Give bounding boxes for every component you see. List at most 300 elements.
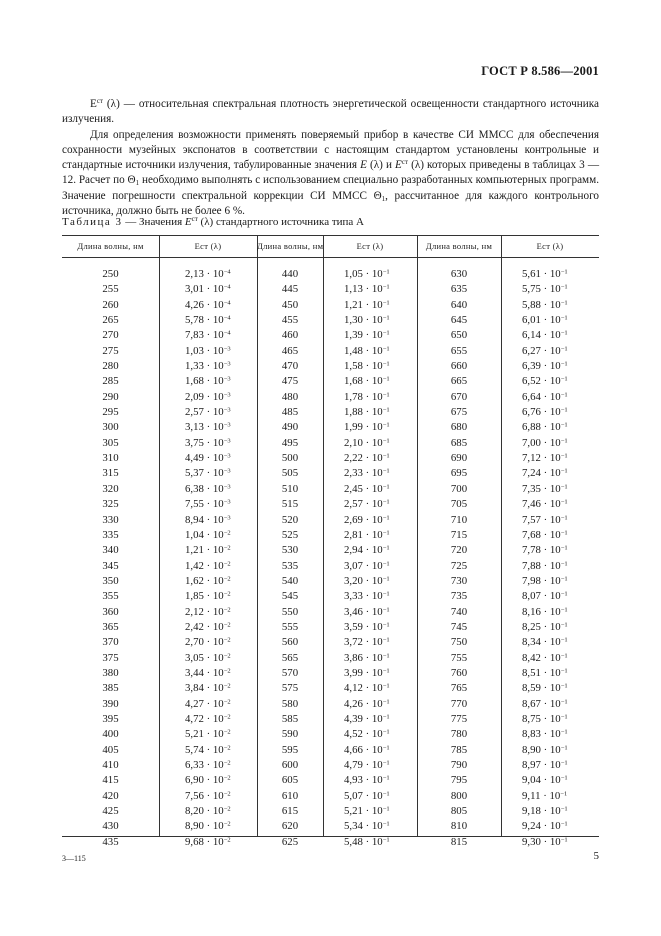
spectral-value-cell (185, 773, 261, 788)
value-times-ten: · 10 (203, 283, 224, 296)
page-number: 5 (593, 850, 599, 862)
value-mantissa: 8,20 (185, 805, 204, 818)
value-times-ten: · 10 (540, 805, 561, 818)
spectral-value-cell (522, 313, 598, 328)
spectral-value-cell (344, 635, 416, 650)
spectral-value-cell (344, 835, 416, 850)
value-exponent: −3 (223, 360, 231, 368)
wavelength-cell: 505 (281, 467, 299, 480)
value-mantissa: 9,04 (522, 774, 541, 787)
wavelength-cell: 775 (450, 712, 468, 725)
value-times-ten: · 10 (540, 559, 561, 572)
spectral-value-cell (185, 605, 261, 620)
wavelength-cell: 550 (281, 605, 299, 618)
value-times-ten: · 10 (362, 805, 383, 818)
value-times-ten: · 10 (540, 482, 561, 495)
value-mantissa: 9,11 (522, 789, 541, 802)
value-exponent: −1 (382, 560, 390, 568)
spectral-value-cell (522, 620, 598, 635)
value-mantissa: 6,64 (522, 390, 541, 403)
value-exponent: −1 (560, 314, 568, 322)
wavelength-cell: 445 (281, 283, 299, 296)
value-mantissa: 4,12 (344, 682, 363, 695)
value-times-ten: · 10 (203, 329, 224, 342)
value-mantissa: 5,88 (522, 298, 541, 311)
wavelength-cell: 720 (450, 544, 468, 557)
spectral-value-cell (185, 390, 261, 405)
wavelength-column (62, 267, 159, 850)
spectral-value-cell (185, 420, 261, 435)
value-exponent: −3 (223, 391, 231, 399)
wavelength-cell: 700 (450, 482, 468, 495)
value-times-ten: · 10 (203, 314, 224, 327)
spectral-value-cell (185, 451, 261, 466)
value-exponent: −1 (382, 498, 390, 506)
value-times-ten: · 10 (540, 513, 561, 526)
value-exponent: −1 (560, 590, 568, 598)
value-times-ten: · 10 (203, 620, 224, 633)
value-mantissa: 2,57 (344, 498, 363, 511)
value-times-ten: · 10 (362, 375, 383, 388)
wavelength-cell: 655 (450, 344, 468, 357)
value-times-ten: · 10 (203, 651, 224, 664)
wavelength-cell: 300 (102, 421, 119, 434)
spectral-value-column (185, 267, 261, 850)
spectral-value-cell (522, 712, 598, 727)
value-mantissa: 3,13 (185, 421, 204, 434)
wavelength-cell: 455 (281, 314, 299, 327)
value-exponent: −2 (223, 728, 231, 736)
p2-part3: необходимо выполнять с использованием специально разработанных компьютерных программ. Значение погрешности спектральной коррекции СИ ММСС Θ (62, 174, 599, 202)
value-exponent: −3 (223, 375, 231, 383)
spectral-value-cell (344, 712, 416, 727)
spectral-value-cell (344, 681, 416, 696)
value-mantissa: 7,12 (522, 452, 541, 465)
value-mantissa: 3,44 (185, 666, 204, 679)
wavelength-cell: 340 (102, 544, 119, 557)
wavelength-cell: 380 (102, 666, 119, 679)
value-mantissa: 6,33 (185, 759, 204, 771)
wavelength-cell: 745 (450, 620, 468, 633)
value-mantissa: 9,30 (522, 835, 541, 848)
spectral-value-cell (522, 697, 598, 712)
wavelength-cell: 630 (450, 268, 468, 280)
value-times-ten: · 10 (203, 636, 224, 649)
value-times-ten: · 10 (203, 452, 224, 465)
value-exponent: −2 (223, 682, 231, 690)
value-times-ten: · 10 (362, 344, 383, 357)
value-mantissa: 1,04 (185, 528, 204, 541)
value-mantissa: 4,66 (344, 743, 363, 756)
wavelength-cell: 325 (102, 498, 119, 511)
value-exponent: −4 (223, 329, 231, 337)
value-mantissa: 3,86 (344, 651, 363, 664)
value-mantissa: 3,05 (185, 651, 204, 664)
value-exponent: −1 (382, 360, 390, 368)
value-exponent: −1 (382, 467, 390, 475)
value-mantissa: 8,97 (522, 759, 541, 771)
value-times-ten: · 10 (203, 590, 224, 603)
wavelength-cell: 290 (102, 390, 119, 403)
table-header-divider (62, 257, 599, 258)
value-mantissa: 8,94 (185, 513, 204, 526)
wavelength-cell: 425 (102, 805, 119, 818)
value-exponent: −1 (560, 790, 568, 798)
value-times-ten: · 10 (362, 651, 383, 664)
wavelength-cell: 480 (281, 390, 299, 403)
value-mantissa: 2,69 (344, 513, 363, 526)
spectral-value-cell (522, 651, 598, 666)
wavelength-cell: 370 (102, 636, 119, 649)
spectral-value-cell (185, 758, 261, 773)
wavelength-cell: 475 (281, 375, 299, 388)
value-times-ten: · 10 (203, 544, 224, 557)
wavelength-cell: 555 (281, 620, 299, 633)
spectral-value-cell (344, 466, 416, 481)
wavelength-cell: 805 (450, 805, 468, 818)
value-exponent: −1 (560, 682, 568, 690)
wavelength-cell: 685 (450, 436, 468, 449)
value-mantissa: 2,12 (185, 605, 204, 618)
wavelength-cell: 750 (450, 636, 468, 649)
value-exponent: −1 (560, 636, 568, 644)
wavelength-cell: 560 (281, 636, 299, 649)
value-exponent: −1 (560, 529, 568, 537)
value-times-ten: · 10 (362, 605, 383, 618)
spectral-value-cell (522, 482, 598, 497)
spectral-value-cell (522, 758, 598, 773)
value-mantissa: 4,27 (185, 697, 204, 710)
value-mantissa: 8,34 (522, 636, 541, 649)
value-times-ten: · 10 (362, 314, 383, 327)
wavelength-cell: 315 (102, 467, 119, 480)
value-exponent: −2 (223, 560, 231, 568)
value-mantissa: 7,55 (185, 498, 204, 511)
spectral-value-cell (522, 574, 598, 589)
value-exponent: −1 (560, 774, 568, 782)
value-exponent: −1 (382, 774, 390, 782)
spectral-value-cell (522, 681, 598, 696)
wavelength-cell: 570 (281, 666, 299, 679)
value-exponent: −1 (382, 698, 390, 706)
wavelength-cell: 690 (450, 452, 468, 465)
value-mantissa: 4,79 (344, 759, 363, 771)
value-exponent: −1 (560, 544, 568, 552)
spectral-value-cell (344, 420, 416, 435)
value-mantissa: 6,76 (522, 406, 541, 419)
value-mantissa: 3,33 (344, 590, 363, 603)
spectral-value-cell (522, 666, 598, 681)
spectral-value-cell (344, 390, 416, 405)
wavelength-cell: 465 (281, 344, 299, 357)
value-mantissa: 1,03 (185, 344, 204, 357)
value-times-ten: · 10 (203, 390, 224, 403)
value-exponent: −1 (382, 391, 390, 399)
value-times-ten: · 10 (203, 375, 224, 388)
wavelength-cell: 730 (450, 574, 468, 587)
value-exponent: −1 (382, 606, 390, 614)
value-times-ten: · 10 (540, 712, 561, 725)
value-mantissa: 7,88 (522, 559, 541, 572)
spectral-value-cell (185, 819, 261, 834)
value-exponent: −1 (560, 498, 568, 506)
value-exponent: −1 (560, 467, 568, 475)
value-times-ten: · 10 (362, 360, 383, 373)
spectral-value-cell (185, 313, 261, 328)
value-times-ten: · 10 (362, 574, 383, 587)
value-exponent: −1 (382, 820, 390, 828)
value-times-ten: · 10 (203, 421, 224, 434)
spectral-value-cell (344, 574, 416, 589)
value-times-ten: · 10 (203, 682, 224, 695)
wavelength-cell: 470 (281, 360, 299, 373)
wavelength-cell: 310 (102, 452, 119, 465)
value-times-ten: · 10 (362, 436, 383, 449)
spectral-value-cell (522, 390, 598, 405)
p2-part1: Для определения возможности применять поверяемый прибор в качестве СИ ММСС для обеспечения сохранности музейных экспонатов в соответствии с настоящим стандартом установлены контрольные и стандартные источники излучения, табулированные значения (62, 128, 599, 172)
spectral-value-cell (344, 497, 416, 512)
value-exponent: −1 (382, 805, 390, 813)
wavelength-cell: 390 (102, 697, 119, 710)
value-times-ten: · 10 (540, 820, 561, 833)
value-mantissa: 4,72 (185, 712, 204, 725)
value-mantissa: 4,93 (344, 774, 363, 787)
wavelength-cell: 365 (102, 620, 119, 633)
value-exponent: −2 (223, 636, 231, 644)
value-mantissa: 3,84 (185, 682, 204, 695)
wavelength-cell: 415 (102, 774, 119, 787)
spectral-value-cell (185, 789, 261, 804)
wavelength-cell: 305 (102, 436, 119, 449)
value-mantissa: 6,39 (522, 360, 541, 373)
wavelength-cell: 410 (102, 759, 119, 771)
spectral-value-cell (185, 727, 261, 742)
spectral-value-cell (344, 359, 416, 374)
value-exponent: −2 (223, 667, 231, 675)
value-mantissa: 1,85 (185, 590, 204, 603)
value-mantissa: 9,24 (522, 820, 541, 833)
value-times-ten: · 10 (362, 636, 383, 649)
spectral-value-cell (522, 298, 598, 313)
value-times-ten: · 10 (540, 590, 561, 603)
value-times-ten: · 10 (540, 636, 561, 649)
value-times-ten: · 10 (362, 620, 383, 633)
p2-theta-sub1: 1 (135, 179, 140, 188)
value-mantissa: 5,21 (344, 805, 363, 818)
value-mantissa: 3,75 (185, 436, 204, 449)
wavelength-cell: 705 (450, 498, 468, 511)
wavelength-column (417, 267, 501, 850)
value-exponent: −2 (223, 575, 231, 583)
spectral-value-cell (522, 328, 598, 343)
spectral-value-cell (522, 420, 598, 435)
value-mantissa: 8,67 (522, 697, 541, 710)
spectral-value-cell (185, 559, 261, 574)
value-mantissa: 1,05 (344, 268, 363, 280)
value-exponent: −1 (382, 514, 390, 521)
value-mantissa: 1,13 (344, 283, 363, 296)
spectral-value-cell (185, 513, 261, 528)
value-mantissa: 6,14 (522, 329, 541, 342)
value-exponent: −1 (382, 421, 390, 429)
value-times-ten: · 10 (203, 467, 224, 480)
wavelength-cell: 385 (102, 682, 119, 695)
value-exponent: −3 (223, 467, 231, 475)
wavelength-cell: 355 (102, 590, 119, 603)
footer-print-code: 3—115 (62, 854, 86, 863)
value-exponent: −1 (560, 283, 568, 291)
value-mantissa: 2,70 (185, 636, 204, 649)
wavelength-cell: 345 (102, 559, 119, 572)
value-times-ten: · 10 (203, 789, 224, 802)
wavelength-cell: 515 (281, 498, 299, 511)
value-times-ten: · 10 (203, 298, 224, 311)
value-times-ten: · 10 (540, 314, 561, 327)
wavelength-cell: 695 (450, 467, 468, 480)
value-exponent: −2 (223, 606, 231, 614)
spectral-value-cell (344, 405, 416, 420)
wavelength-cell: 525 (281, 528, 299, 541)
value-exponent: −1 (382, 437, 390, 445)
spectral-value-cell (344, 697, 416, 712)
value-times-ten: · 10 (203, 728, 224, 741)
wavelength-cell: 670 (450, 390, 468, 403)
p2-est-sup: ст (401, 158, 409, 167)
value-times-ten: · 10 (540, 574, 561, 587)
value-mantissa: 8,51 (522, 666, 541, 679)
spectral-value-cell (344, 743, 416, 758)
spectral-value-cell (522, 344, 598, 359)
value-times-ten: · 10 (203, 605, 224, 618)
wavelength-cell: 795 (450, 774, 468, 787)
column-divider (159, 236, 160, 836)
value-exponent: −1 (382, 652, 390, 660)
wavelength-cell: 575 (281, 682, 299, 695)
value-mantissa: 6,88 (522, 421, 541, 434)
value-times-ten: · 10 (540, 498, 561, 511)
value-exponent: −1 (560, 759, 568, 767)
wavelength-cell: 395 (102, 712, 119, 725)
value-times-ten: · 10 (362, 789, 383, 802)
value-mantissa: 7,35 (522, 482, 541, 495)
value-mantissa: 2,45 (344, 482, 363, 495)
value-exponent: −1 (382, 544, 390, 552)
value-exponent: −4 (223, 314, 231, 322)
spectral-value-cell (344, 436, 416, 451)
spectral-value-cell (344, 758, 416, 773)
wavelength-cell: 740 (450, 605, 468, 618)
value-mantissa: 1,30 (344, 314, 363, 327)
wavelength-cell: 590 (281, 728, 299, 741)
wavelength-cell: 460 (281, 329, 299, 342)
value-exponent: −1 (560, 483, 568, 491)
spectral-value-cell (185, 528, 261, 543)
value-times-ten: · 10 (540, 528, 561, 541)
value-times-ten: · 10 (540, 344, 561, 357)
wavelength-cell: 620 (281, 820, 299, 833)
header-wavelength: Длина волны, нм (425, 241, 493, 251)
wavelength-cell: 615 (281, 805, 299, 818)
header-wavelength: Длина волны, нм (77, 241, 144, 251)
value-mantissa: 5,48 (344, 835, 363, 848)
spectral-value-cell (185, 267, 261, 282)
spectral-value-cell (185, 497, 261, 512)
value-exponent: −1 (560, 345, 568, 353)
value-times-ten: · 10 (203, 482, 224, 495)
value-exponent: −2 (223, 759, 231, 767)
symbol-e: E (90, 98, 97, 110)
wavelength-column (257, 267, 323, 850)
value-times-ten: · 10 (362, 467, 383, 480)
body-text (62, 97, 599, 219)
p2-est-symbol: E (395, 159, 402, 172)
value-exponent: −1 (382, 713, 390, 721)
column-divider (323, 236, 324, 836)
value-exponent: −1 (560, 606, 568, 614)
wavelength-cell: 285 (102, 375, 119, 388)
value-exponent: −1 (382, 636, 390, 644)
value-exponent: −2 (223, 713, 231, 721)
value-exponent: −1 (382, 268, 390, 276)
value-exponent: −1 (382, 345, 390, 353)
spectral-value-cell (344, 298, 416, 313)
value-times-ten: · 10 (540, 835, 561, 848)
value-exponent: −4 (223, 299, 231, 307)
wavelength-cell: 815 (450, 835, 468, 848)
spectral-value-cell (344, 267, 416, 282)
value-exponent: −1 (560, 360, 568, 368)
caption-symbol-sup: ст (191, 215, 198, 223)
value-mantissa: 2,81 (344, 528, 363, 541)
value-mantissa: 1,99 (344, 421, 363, 434)
value-times-ten: · 10 (362, 697, 383, 710)
value-mantissa: 6,27 (522, 344, 541, 357)
spectral-value-cell (185, 436, 261, 451)
value-times-ten: · 10 (540, 298, 561, 311)
value-times-ten: · 10 (203, 759, 224, 771)
value-mantissa: 1,39 (344, 329, 363, 342)
value-times-ten: · 10 (362, 482, 383, 495)
wavelength-cell: 430 (102, 820, 119, 833)
value-times-ten: · 10 (362, 544, 383, 557)
header-wavelength: Длина волны, нм (257, 241, 324, 251)
spectral-value-cell (522, 727, 598, 742)
value-mantissa: 4,52 (344, 728, 363, 741)
value-exponent: −1 (382, 682, 390, 690)
value-mantissa: 1,48 (344, 344, 363, 357)
spectral-value-cell (344, 789, 416, 804)
p2-part2: (λ) которых приведены в таблицах 3 — 12. Расчет по Θ (62, 159, 600, 187)
value-times-ten: · 10 (540, 605, 561, 618)
paragraph-requirements (62, 128, 599, 220)
value-times-ten: · 10 (203, 743, 224, 756)
wavelength-cell: 790 (450, 759, 468, 771)
value-exponent: −3 (223, 514, 231, 521)
wavelength-cell: 645 (450, 314, 468, 327)
value-mantissa: 1,21 (344, 298, 363, 311)
value-exponent: −2 (223, 744, 231, 752)
value-times-ten: · 10 (203, 697, 224, 710)
value-exponent: −2 (223, 836, 231, 844)
spectral-value-cell (185, 804, 261, 819)
wavelength-cell: 755 (450, 651, 468, 664)
spectral-value-cell (185, 543, 261, 558)
wavelength-cell: 650 (450, 329, 468, 342)
value-exponent: −1 (382, 483, 390, 491)
value-exponent: −1 (382, 314, 390, 322)
wavelength-cell: 330 (102, 513, 119, 526)
spectral-value-cell (185, 743, 261, 758)
